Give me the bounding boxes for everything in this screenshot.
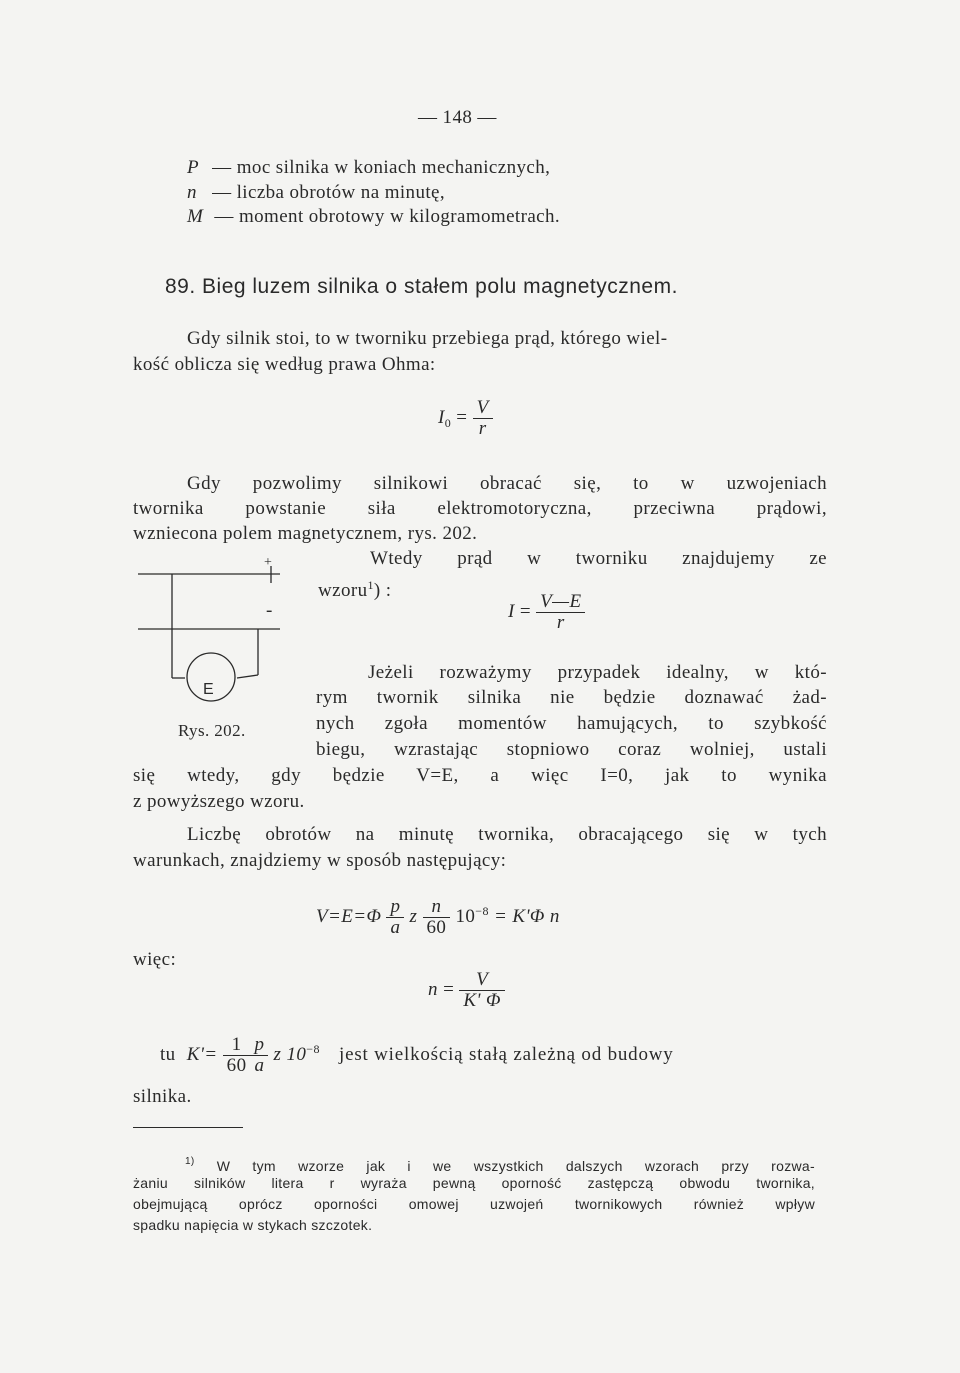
eq-sign: =: [443, 978, 455, 1000]
fraction-numerator: p: [250, 1035, 268, 1056]
fraction-denominator: K' Φ: [463, 990, 501, 1011]
footnote-rule: [133, 1127, 243, 1128]
equation-ohm: [438, 398, 493, 439]
eq-lhs: I: [438, 406, 445, 428]
fraction-denominator: a: [390, 917, 401, 938]
text: jest wielkością stałą zależną od budowy: [339, 1043, 674, 1065]
text: wzoru: [318, 580, 368, 601]
footnote-mark: 1): [185, 1156, 195, 1167]
fraction-denominator: r: [556, 612, 565, 633]
fraction-numerator: 1: [223, 1035, 251, 1056]
wiec-label: więc:: [133, 949, 177, 970]
fraction: [459, 970, 505, 1011]
symbol-p: P: [187, 157, 200, 178]
fraction-denominator: 60: [426, 917, 447, 938]
para1-line2: kość oblicza się według prawa Ohma:: [133, 354, 436, 375]
symbol-m: M: [187, 206, 204, 227]
fraction-numerator: n: [423, 897, 451, 918]
fraction-numerator: V—E: [536, 592, 585, 613]
eq-lhs: K'=: [186, 1043, 218, 1065]
dash: —: [212, 157, 232, 178]
fraction-numerator: V: [459, 970, 505, 991]
para5-line1: Liczbę obrotów na minutę twornika, obracającego się w tych: [187, 824, 827, 845]
footnote-mark: 1: [367, 578, 374, 592]
section-heading: 89. Bieg luzem silnika o stałem polu magnetycznem.: [165, 275, 678, 298]
fraction-denominator: 60: [226, 1055, 247, 1076]
para3-line1: Wtedy prąd w tworniku znajdujemy ze: [370, 548, 827, 569]
page-number: — 148 —: [418, 107, 497, 128]
equation-emf: [316, 897, 560, 938]
exponent: −8: [475, 903, 489, 918]
fraction: [536, 592, 585, 633]
minus-label: -: [266, 600, 273, 621]
footnote-line4: spadku napięcia w stykach szczotek.: [133, 1217, 373, 1233]
para6-line2: silnika.: [133, 1086, 192, 1107]
eq-subscript: 0: [444, 415, 452, 430]
definition-n: [187, 181, 445, 205]
para5-line2: warunkach, znajdziemy w sposób następujący:: [133, 850, 507, 871]
definition-text: moment obrotowy w kilogramometrach.: [238, 206, 561, 227]
footnote-line2: żaniu silników litera r wyraża pewną oporność zastępczą obwodu twornika,: [133, 1175, 815, 1191]
para4-line2: rym twornik silnika nie będzie doznawać żad-: [316, 687, 827, 708]
figure-caption: Rys. 202.: [178, 721, 246, 740]
fraction: [423, 897, 451, 938]
equation-current: [508, 592, 585, 633]
para4-line4: biegu, wzrastając stopniowo coraz wolniej, ustali: [316, 739, 827, 760]
eq-part: z 10: [273, 1043, 307, 1065]
eq-part: 10: [455, 905, 476, 927]
text: W tym wzorze jak i we wszystkich dalszych wzorach przy rozwa-: [216, 1158, 815, 1174]
para2-line1: Gdy pozwolimy silnikowi obracać się, to w uzwojeniach: [187, 473, 827, 494]
exponent: −8: [306, 1041, 320, 1056]
symbol-n: n: [187, 182, 197, 203]
eq-lhs: n: [428, 978, 438, 1000]
fraction-numerator: V: [473, 398, 493, 419]
para6-line1: [160, 1035, 674, 1076]
para2-line3: wzniecona polem magnetycznem, rys. 202.: [133, 523, 478, 544]
eq-part: = K'Φ n: [494, 905, 560, 927]
para4-line3: nych zgoła momentów hamujących, to szybkość: [316, 713, 827, 734]
text: ) :: [373, 580, 392, 601]
equation-speed: [428, 970, 505, 1011]
definition-m: [187, 205, 560, 229]
eq-lhs: I: [508, 600, 515, 622]
eq-sign: =: [456, 406, 468, 428]
eq-part: z: [409, 905, 418, 927]
circuit-diagram: [125, 555, 325, 705]
eq-part: V=E=Φ: [316, 905, 382, 927]
fraction-denominator: a: [254, 1055, 265, 1076]
para1-line1: Gdy silnik stoi, to w tworniku przebiega prąd, którego wiel-: [187, 328, 668, 349]
para4-line6: z powyższego wzoru.: [133, 791, 305, 812]
definition-text: liczba obrotów na minutę,: [236, 182, 446, 203]
fraction: [473, 398, 493, 439]
para4-line1: Jeżeli rozważymy przypadek idealny, w któ-: [368, 662, 827, 683]
fraction-numerator: p: [386, 897, 404, 918]
eq-sign: =: [519, 600, 532, 622]
fraction: [223, 1035, 251, 1076]
fraction: [250, 1035, 268, 1076]
para2-line2: twornika powstanie siła elektromotoryczna, przeciwna prądowi,: [133, 498, 827, 519]
para3-line2: [318, 573, 391, 603]
fraction: [386, 897, 404, 938]
fraction-denominator: r: [478, 418, 487, 439]
definition-p: [187, 156, 550, 180]
footnote-line3: obejmującą oprócz oporności omowej uzwojeń twornikowych również wpływ: [133, 1196, 815, 1212]
para4-line5: się wtedy, gdy będzie V=E, a więc I=0, jak to wynika: [133, 765, 827, 786]
wire-right-foot: [237, 675, 258, 678]
plus-label: +: [264, 555, 273, 570]
text: tu: [160, 1043, 176, 1065]
dash: —: [214, 206, 234, 227]
dash: —: [212, 182, 232, 203]
motor-label: E: [203, 681, 214, 698]
definition-text: moc silnika w koniach mechanicznych,: [236, 157, 551, 178]
